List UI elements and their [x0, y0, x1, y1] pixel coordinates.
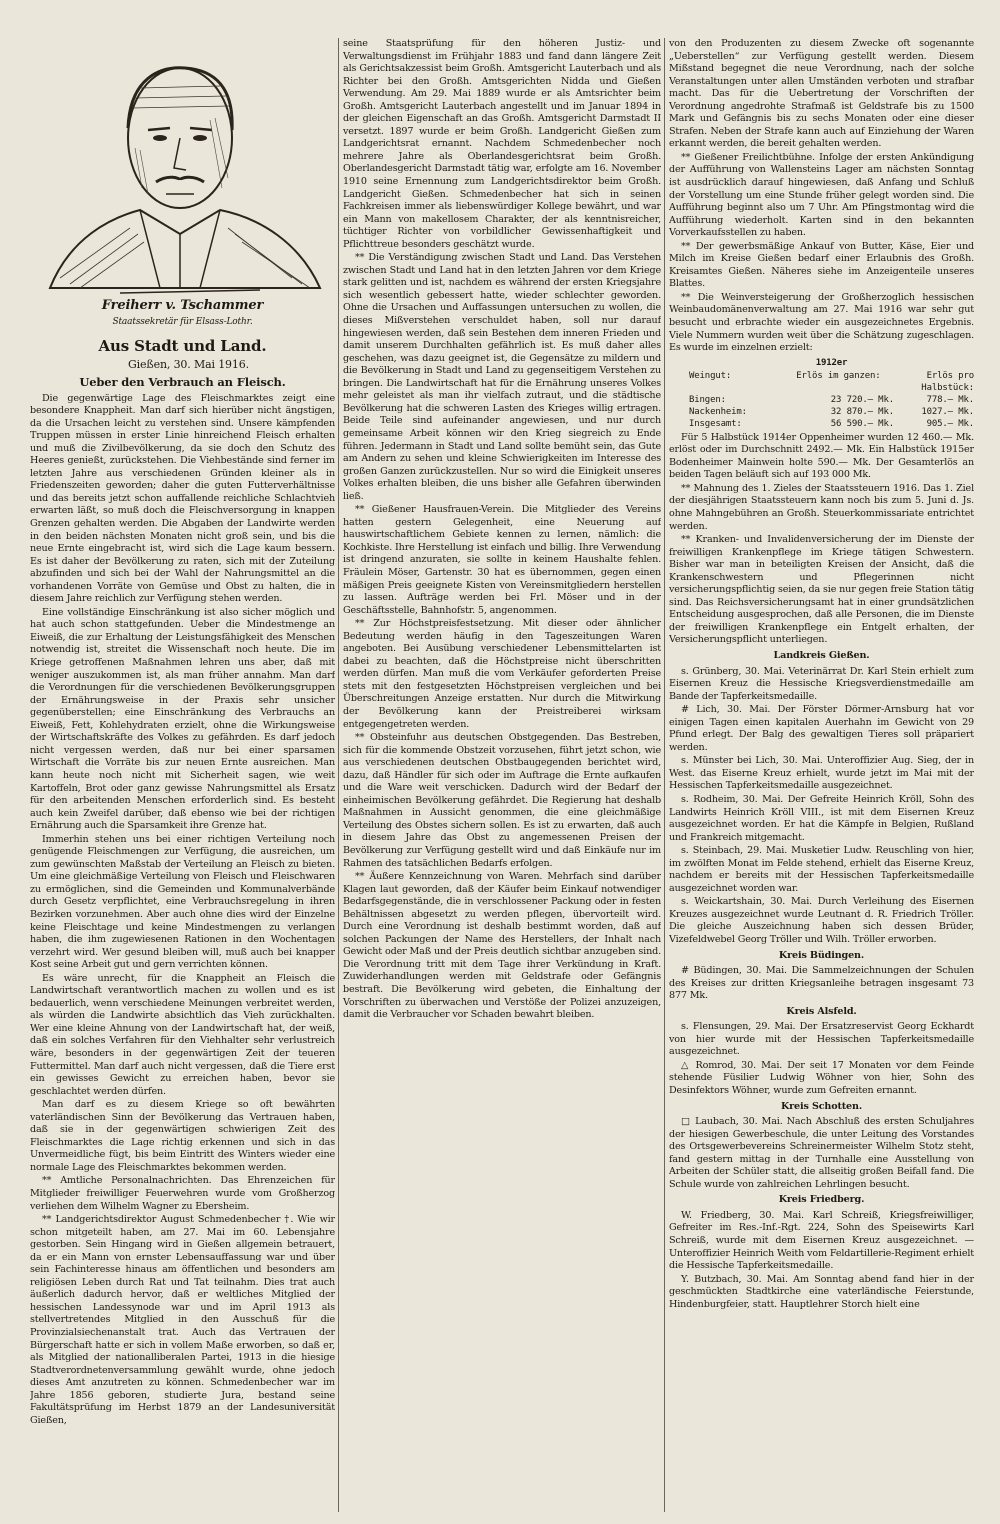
district-heading: Kreis Friedberg.	[778, 1194, 865, 1206]
article-paragraph: Immerhin stehen uns bei einer richtigen Verteilung noch genügende Fleischmengen zur Verfügung, die ausreichen, um zum gewünschten Maßstab der Verteilung an Fleisch zu bieten. Um eine gleichmäßige Verteilung von Fleisch und Fleischwaren zu ermöglichen, sind die Gemeinden und Kommunalverbände durch Gesetz verpflichtet, eine Verbrauchsregelung in ihren Bezirken vorzunehmen. Aber auch ohne dies wird der Einzelne keine Fleischtage und keine Mindestmengen zu verlangen haben, die ihm zugewiesenen Rationen in den Wochentagen verzehrt wird. Wer gesund bleiben will, muß auch bei knapper Kost seine Arbeit gut und gern verrichten können.	[30, 833, 335, 971]
wine-auction-table	[689, 357, 974, 430]
local-news-item: Y. Butzbach, 30. Mai. Am Sonntag abend fand hier in der geschmückten Stadtkirche eine vaterländische Feierstunde, Hindenburgfeier, statt. Hauptlehrer Storch hielt eine	[669, 1273, 974, 1310]
news-item: ** Gießener Hausfrauen-Verein. Die Mitglieder des Vereins hatten gestern Gelegenheit, eine Neuerung auf hauswirtschaftlichem Gebiete kennen zu lernen, nämlich: die Kochkiste. Ihre Herstellung ist einfach und billig. Ihre Verwendung ist dringend anzuraten, sie sollte in keinem Haushalte fehlen. Fräulein Möser, Gartenstr. 30 hat es übernommen, gegen einen mäßigen Preis geeignete Kisten von Vereinsmitgliedern herstellen zu lassen. Aufträge werden bei Frl. Möser und in der Geschäftsstelle, Bahnhofstr. 5, angenommen.	[343, 504, 661, 616]
wine-table-row: Bingen: 23 720.— Mk. 778.— Mk.	[689, 394, 974, 405]
news-item: ** Der gewerbsmäßige Ankauf von Butter, Käse, Eier und Milch im Kreise Gießen bedarf einer Erlaubnis des Großh. Kreisamtes Gießen. Näheres siehe im Anzeigenteile unseres Blattes.	[669, 240, 974, 290]
column-1	[30, 38, 335, 1512]
article-paragraph: Man darf es zu diesem Kriege so oft bewährten vaterländischen Sinn der Bevölkerung das Vertrauen haben, daß sie in der gegenwärtigen schwierigen Zeit des Fleischmarktes die Lage richtig erkennen und sich in das Unvermeidliche fügt, bis beim Eintritt des Winters wieder eine normale Lage des Fleischmarktes bekommen werden.	[30, 1099, 335, 1173]
news-item: ** Amtliche Personalnachrichten. Das Ehrenzeichen für Mitglieder freiwilliger Feuerwehren wurde vom Großherzog verliehen dem Wilhelm Wagner zu Ebersheim.	[30, 1175, 335, 1212]
news-item: ** Die Weinversteigerung der Großherzoglich hessischen Weinbaudomänenverwaltung am 27. Mai 1916 war sehr gut besucht und erbrachte wieder ein ausgezeichnetes Ergebnis. Viele Nummern wurden weit über die Schätzung zugeschlagen. Es wurde im einzelnen erzielt:	[669, 291, 974, 354]
column-rule	[664, 38, 665, 1512]
local-news-item: W. Friedberg, 30. Mai. Karl Schreiß, Kriegsfreiwilliger, Gefreiter im Res.-Inf.-Rgt. 224, Sohn des Speisewirts Karl Schreiß, wurde mit dem Eisernen Kreuz ausgezeichnet. — Unteroffizier Heinrich Weith vom Feldartillerie-Regiment erhielt die Hessische Tapferkeitsmedaille.	[669, 1209, 974, 1272]
portrait-caption-sub: Staatssekretär für Elsass-Lothr.	[112, 317, 253, 327]
local-news-item: s. Steinbach, 29. Mai. Musketier Ludw. Reuschling von hier, im zwölften Monat im Felde stehend, erhielt das Eiserne Kreuz, nachdem er bereits mit der Hessischen Tapferkeitsmedaille ausgezeichnet worden war.	[669, 845, 974, 894]
article-paragraph: Die gegenwärtige Lage des Fleischmarktes zeigt eine besondere Knappheit. Man darf sich hierüber nicht ängstigen, da die Ursachen leicht zu verstehen sind. Unsere kämpfenden Truppen müssen in erster Linie hinreichend Fleisch erhalten und muß die Zivilbevölkerung, da sie doch den Schutz des Heeres genießt, zurückstehen. Die Viehbestände sind ferner im letzten Jahre aus verschiedenen Gründen kleiner als in Friedenszeiten geworden; daher die guten Futterverhältnisse und das bereits jetzt schon auffallende reichliche Schlachtvieh erwarten läßt, so muß doch die Fleischversorgung in knappen Grenzen gehalten werden. Die Abgaben der Landwirte werden in den beiden nächsten Monaten nicht groß sein, und bis die neue Ernte eingebracht ist, wird sich die Lage kaum bessern. Es ist daher der Bevölkerung zu raten, sich mit der Zuteilung abzufinden und sich bei der Wahl der Nahrungsmittel an die vorhandenen Vorräte von Gemüse und Obst zu halten, die in diesem Jahre reichlich zur Verfügung stehen werden.	[30, 392, 335, 605]
local-news-item: # Lich, 30. Mai. Der Förster Dörmer-Arnsburg hat vor einigen Tagen einen kapitalen Auerhahn im Gewicht von 29 Pfund erlegt. Der Balg des gewaltigen Tieres soll präpariert werden.	[669, 704, 974, 753]
wine-table-row: Nackenheim: 32 870.— Mk. 1027.— Mk.	[689, 406, 974, 417]
news-item: ** Die Verständigung zwischen Stadt und Land. Das Verstehen zwischen Stadt und Land hat in den letzten Jahren vor dem Kriege stark gelitten und ist, nachdem es während der ersten Kriegsjahre sich wesentlich gebessert hatte, wieder schlechter geworden. Ohne die Ursachen und Auffassungen untersuchen zu wollen, die dieses Mißverstehen verschuldet haben, soll nur darauf hingewiesen werden, daß sein Bestehen dem inneren Frieden und damit unserem Durchhalten gefährlich ist. Es muß daher alles geschehen, was dazu geeignet ist, die Gegensätze zu mildern und die Bevölkerung in Stadt und Land zu gegenseitigem Verstehen zu bringen. Die Landwirtschaft hat für die Ernährung unseres Volkes mehr geleistet als man ihr vielfach zutraut, und die städtische Bevölkerung hat die schweren Lasten des Krieges willig ertragen. Beide Teile sind aufeinander angewiesen, und nur durch gemeinsame Arbeit können wir den Krieg siegreich zu Ende führen. Jedermann in Stadt und Land sollte bemüht sein, das Gute am Andern zu sehen und kleine Schwierigkeiten im Interesse des großen Ganzen zurückzustellen. Nur so wird die Einigkeit unseres Volkes erhalten bleiben, die uns bisher alle Gefahren überwinden ließ.	[343, 252, 661, 502]
portrait-caption-name: Freiherr v. Tschammer	[101, 298, 264, 313]
news-item: seine Staatsprüfung für den höheren Justiz- und Verwaltungsdienst im Frühjahr 1883 und fand dann längere Zeit als Gerichtsakzessist beim Großh. Amtsgericht Lauterbach und als Richter bei den Großh. Amtsgerichten Nidda und Gießen Verwendung. Am 29. Mai 1889 wurde er als Amtsrichter beim Großh. Amtsgericht Lauterbach angestellt und im Januar 1894 in der gleichen Eigenschaft an das Großh. Amtsgericht Darmstadt II versetzt. 1897 wurde er beim Großh. Landgericht Gießen zum Landgerichtsrat ernannt. Nachdem Schmedenbecher noch mehrere Jahre als Oberlandesgerichtsrat beim Großh. Oberlandesgericht Darmstadt tätig war, erfolgte am 16. November 1910 seine Ernennung zum Landgerichtsdirektor beim Großh. Landgericht Gießen. Schmedenbecher hat sich in seinen Fachkreisen immer als liebenswürdiger Kollege bewährt, und war ein Mann von makellosem Charakter, der als kenntnisreicher, tüchtiger Richter von vorbildlicher Gewissenhaftigkeit und Pflichttreue besonders geschätzt wurde.	[343, 38, 661, 250]
wine-table-header: Weingut: Erlös im ganzen: Erlös pro Halbstück:	[689, 370, 974, 393]
wine-table-row: Insgesamt: 56 590.— Mk. 905.— Mk.	[689, 418, 974, 429]
wine-year: 1912er	[815, 357, 848, 368]
local-news-item: # Büdingen, 30. Mai. Die Sammelzeichnungen der Schulen des Kreises zur dritten Kriegsanleihe betragen insgesamt 73 877 Mk.	[669, 965, 974, 1002]
local-news-item: s. Flensungen, 29. Mai. Der Ersatzreservist Georg Eckhardt von hier wurde mit der Hessischen Tapferkeitsmedaille ausgezeichnet.	[669, 1021, 974, 1058]
column-rule	[338, 38, 339, 1512]
section-title: Aus Stadt und Land.	[98, 337, 267, 355]
news-item: Für 5 Halbstück 1914er Oppenheimer wurden 12 460.— Mk. erlöst oder im Durchschnitt 2492.— Mk. Ein Halbstück 1915er Bodenheimer Mainwein holte 590.— Mk. Der Gesamterlös an beiden Tagen beläuft sich auf 193 000 Mk.	[669, 431, 974, 481]
dateline: Gießen, 30. Mai 1916.	[128, 358, 249, 371]
local-news-item: □ Laubach, 30. Mai. Nach Abschluß des ersten Schuljahres der hiesigen Gewerbeschule, die unter Leitung des Vorstandes des Ortsgewerbevereins Schreinermeister Wilhelm Stotz steht, fand gestern mittag in der Turnhalle eine Ausstellung von Arbeiten der Schüler statt, die allseitig großen Beifall fand. Die Schule wurde von zahlreichen Lehrlingen besucht.	[669, 1116, 974, 1190]
news-item: ** Mahnung des 1. Zieles der Staatssteuern 1916. Das 1. Ziel der diesjährigen Staatssteuern kann noch bis zum 5. Juni d. Js. ohne Mahngebühren an Großh. Steuerkommissariate entrichtet werden.	[669, 482, 974, 532]
article-paragraph: Eine vollständige Einschränkung ist also sicher möglich und hat auch schon stattgefunden. Ueber die Mindestmenge an Eiweiß, die zur Erhaltung der Leistungsfähigkeit des Menschen notwendig ist, streitet die Wissenschaft noch heute. Die im Kriege getroffenen Maßnahmen lehren uns aber, daß mit weniger auszukommen ist, als man früher annahm. Man darf die Verordnungen für die verschiedenen Bevölkerungsgruppen der Ernährungsweise in der Praxis sehr unsicher gegenüberstellen; eine Einschränkung des Verbrauchs an Eiweiß, Fett, Kohlehydraten erzielt, ohne die Wirkungsweise der Wirtschaftskräfte des Volkes zu gefährden. Es darf jedoch nicht vergessen werden, daß nur bei einer sparsamen Wirtschaft die Vorräte bis zur neuen Ernte ausreichen. Man kann heute noch nicht mit Sicherheit sagen, wie weit Kartoffeln, Brot oder ganz gewisse Nahrungsmittel als Ersatz für den arbeitenden Menschen erforderlich sind. Es besteht auch kein Zweifel darüber, daß ebenso wie bei der richtigen Ernährung auch die Sparsamkeit ihre Grenze hat.	[30, 606, 335, 832]
district-heading: Kreis Schotten.	[780, 1100, 863, 1112]
district-heading: Landkreis Gießen.	[773, 649, 870, 661]
article-title: Ueber den Verbrauch an Fleisch.	[79, 374, 286, 389]
local-news-item: s. Münster bei Lich, 30. Mai. Unteroffizier Aug. Sieg, der in West. das Eiserne Kreuz erhielt, wurde jetzt im Mai mit der Hessischen Tapferkeitsmedaille ausgezeichnet.	[669, 755, 974, 792]
portrait-engraving	[30, 38, 335, 328]
news-item: ** Obsteinfuhr aus deutschen Obstgegenden. Das Bestreben, sich für die kommende Obstzeit vorzusehen, führt jetzt schon, wie aus verschiedenen deutschen Obstbaugegenden berichtet wird, dazu, daß Händler für sich oder im Auftrage die Ernte aufkaufen und die Ware weit verschicken. Dadurch wird der Bedarf der einheimischen Bevölkerung gefährdet. Die Regierung hat deshalb Maßnahmen in Aussicht genommen, die eine gleichmäßige Verteilung des Obstes sichern sollen. Es ist zu erwarten, daß auch in diesem Jahre das Obst zu angemessenen Preisen der Bevölkerung zur Verfügung gestellt wird und daß Einkäufe nur im Rahmen des tatsächlichen Bedarfs erfolgen.	[343, 732, 661, 869]
local-news-item: s. Weickartshain, 30. Mai. Durch Verleihung des Eisernen Kreuzes ausgezeichnet wurde Leutnant d. R. Friedrich Tröller. Die gleiche Auszeichnung haben sich dessen Brüder, Vizefeldwebel Georg Tröller und Wilh. Tröller erworben.	[669, 896, 974, 945]
news-item: ** Gießener Freilichtbühne. Infolge der ersten Ankündigung der Aufführung von Wallensteins Lager am nächsten Sonntag ist ausdrücklich darauf hingewiesen, daß Anfang und Schluß der Vorstellung um eine Stunde früher gelegt worden sind. Die Aufführung beginnt also um 7 Uhr. Am Pfingstmontag wird die Aufführung wiederholt. Karten sind in den bekannten Vorverkaufsstellen zu haben.	[669, 151, 974, 239]
news-item: ** Landgerichtsdirektor August Schmedenbecher †. Wie wir schon mitgeteilt haben, am 27. Mai im 60. Lebensjahre gestorben. Sein Hingang wird in Gießen allgemein betrauert, da er ein Mann von ernster Lebensauffassung war und über sein Fachinteresse hinaus am öffentlichen und besonders am religiösen Leben durch Rat und Tat teilnahm. Dies trat auch äußerlich dadurch hervor, daß er weltliches Mitglied der hessischen Landessynode war und im April 1913 als stellvertretendes Mitglied in den Ausschuß für die Provinzialsiechenanstalt trat. Auch das Vertrauen der Bürgerschaft hatte er sich in vollem Maße erworben, so daß er, als Mitglied der nationalliberalen Partei, 1913 in die hiesige Stadtverordnetenversammlung gewählt wurde, ohne jedoch dieses Amt anzutreten zu können. Schmedenbecher war im Jahre 1856 geboren, studierte Jura, bestand seine Fakultätsprüfung im Herbst 1879 an der Landesuniversität Gießen,	[30, 1214, 335, 1426]
portrait-image	[30, 38, 335, 300]
local-news-item: s. Grünberg, 30. Mai. Veterinärrat Dr. Karl Stein erhielt zum Eisernen Kreuz die Hessische Kriegsverdienstmedaille am Bande der Tapferkeitsmedaille.	[669, 665, 974, 702]
column-3	[669, 38, 974, 1512]
column-2	[343, 38, 661, 1512]
local-news-item: △ Romrod, 30. Mai. Der seit 17 Monaten vor dem Feinde stehende Füsilier Ludwig Wöhner von hier, Sohn des Desinfektors Wöhner, wurde zum Gefreiten ernannt.	[669, 1059, 974, 1097]
article-paragraph: Es wäre unrecht, für die Knappheit an Fleisch die Landwirtschaft verantwortlich machen zu wollen und es ist bedauerlich, wenn verschiedene Meinungen verbreitet werden, als würden die Landwirte absichtlich das Vieh zurückhalten. Wer eine kleine Ahnung von der Landwirtschaft hat, der weiß, daß ein solches Verfahren für den Viehhalter sehr verlustreich wäre, besonders in der gegenwärtigen Zeit der teueren Futtermittel. Man darf auch nicht vergessen, daß die Tiere erst ein gewisses Gewicht zu erreichen haben, bevor sie geschlachtet werden dürfen.	[30, 972, 335, 1097]
news-item: ** Äußere Kennzeichnung von Waren. Mehrfach sind darüber Klagen laut geworden, daß der Käufer beim Einkauf notwendiger Bedarfsgegenstände, die in verschlossener Packung oder in festen Behältnissen abgesetzt zu werden pflegen, übervorteilt wird. Durch eine Verordnung ist deshalb bestimmt worden, daß auf solchen Packungen der Name des Herstellers, der Inhalt nach Gewicht oder Maß und der Preis deutlich sichtbar anzugeben sind. Die Verordnung tritt mit dem Tage ihrer Verkündung in Kraft. Zuwiderhandlungen werden mit Geldstrafe oder Gefängnis bestraft. Die Bevölkerung wird gebeten, die Einhaltung der Vorschriften zu überwachen und Verstöße der Polizei anzuzeigen, damit die Verbraucher vor Schaden bewahrt bleiben.	[343, 871, 661, 1021]
news-item: ** Kranken- und Invalidenversicherung der im Dienste der freiwilligen Krankenpflege im Kriege tätigen Schwestern. Bisher war man in beteiligten Kreisen der Ansicht, daß die Krankenschwestern und Pflegerinnen nicht versicherungspflichtig seien, da sie nur gegen freie Station tätig sind. Das Reichsversicherungsamt hat in einer grundsätzlichen Entscheidung ausgesprochen, daß alle Personen, die im Dienste der freiwilligen Krankenpflege ein Entgelt erhalten, der Versicherungspflicht unterliegen.	[669, 534, 974, 646]
news-item: von den Produzenten zu diesem Zwecke oft sogenannte „Ueberstellen“ zur Verfügung gestellt werden. Diesem Mißstand begegnet die neue Verordnung, nach der solche Veranstaltungen unter allen Umständen verboten und strafbar macht. Das für die Uebertretung der Vorschriften der Verordnung angedrohte Strafmaß ist Geldstrafe bis zu 1500 Mark und Gefängnis bis zu sechs Monaten oder eine dieser Strafen. Neben der Strafe kann auch auf Einziehung der Waren erkannt werden, die bereit gehalten werden.	[669, 38, 974, 150]
district-heading: Kreis Büdingen.	[778, 949, 865, 961]
district-heading: Kreis Alsfeld.	[786, 1005, 857, 1017]
local-news-item: s. Rodheim, 30. Mai. Der Gefreite Heinrich Kröll, Sohn des Landwirts Heinrich Kröll VIII., ist mit dem Eisernen Kreuz ausgezeichnet worden. Er hat die Kämpfe in Belgien, Rußland und Frankreich mitgemacht.	[669, 793, 974, 843]
news-item: ** Zur Höchstpreisfestsetzung. Mit dieser oder ähnlicher Bedeutung werden häufig in den Tageszeitungen Waren angeboten. Bei Ausübung verschiedener Lebensmittelarten ist dabei zu beachten, daß die Höchstpreise nicht überschritten werden dürfen. Man muß die vom Verkäufer geforderten Preise stets mit den festgesetzten Höchstpreisen vergleichen und bei Überschreitungen Anzeige erstatten. Nur durch die Mitwirkung der Bevölkerung kann der Preistreiberei wirksam entgegengetreten werden.	[343, 618, 661, 730]
